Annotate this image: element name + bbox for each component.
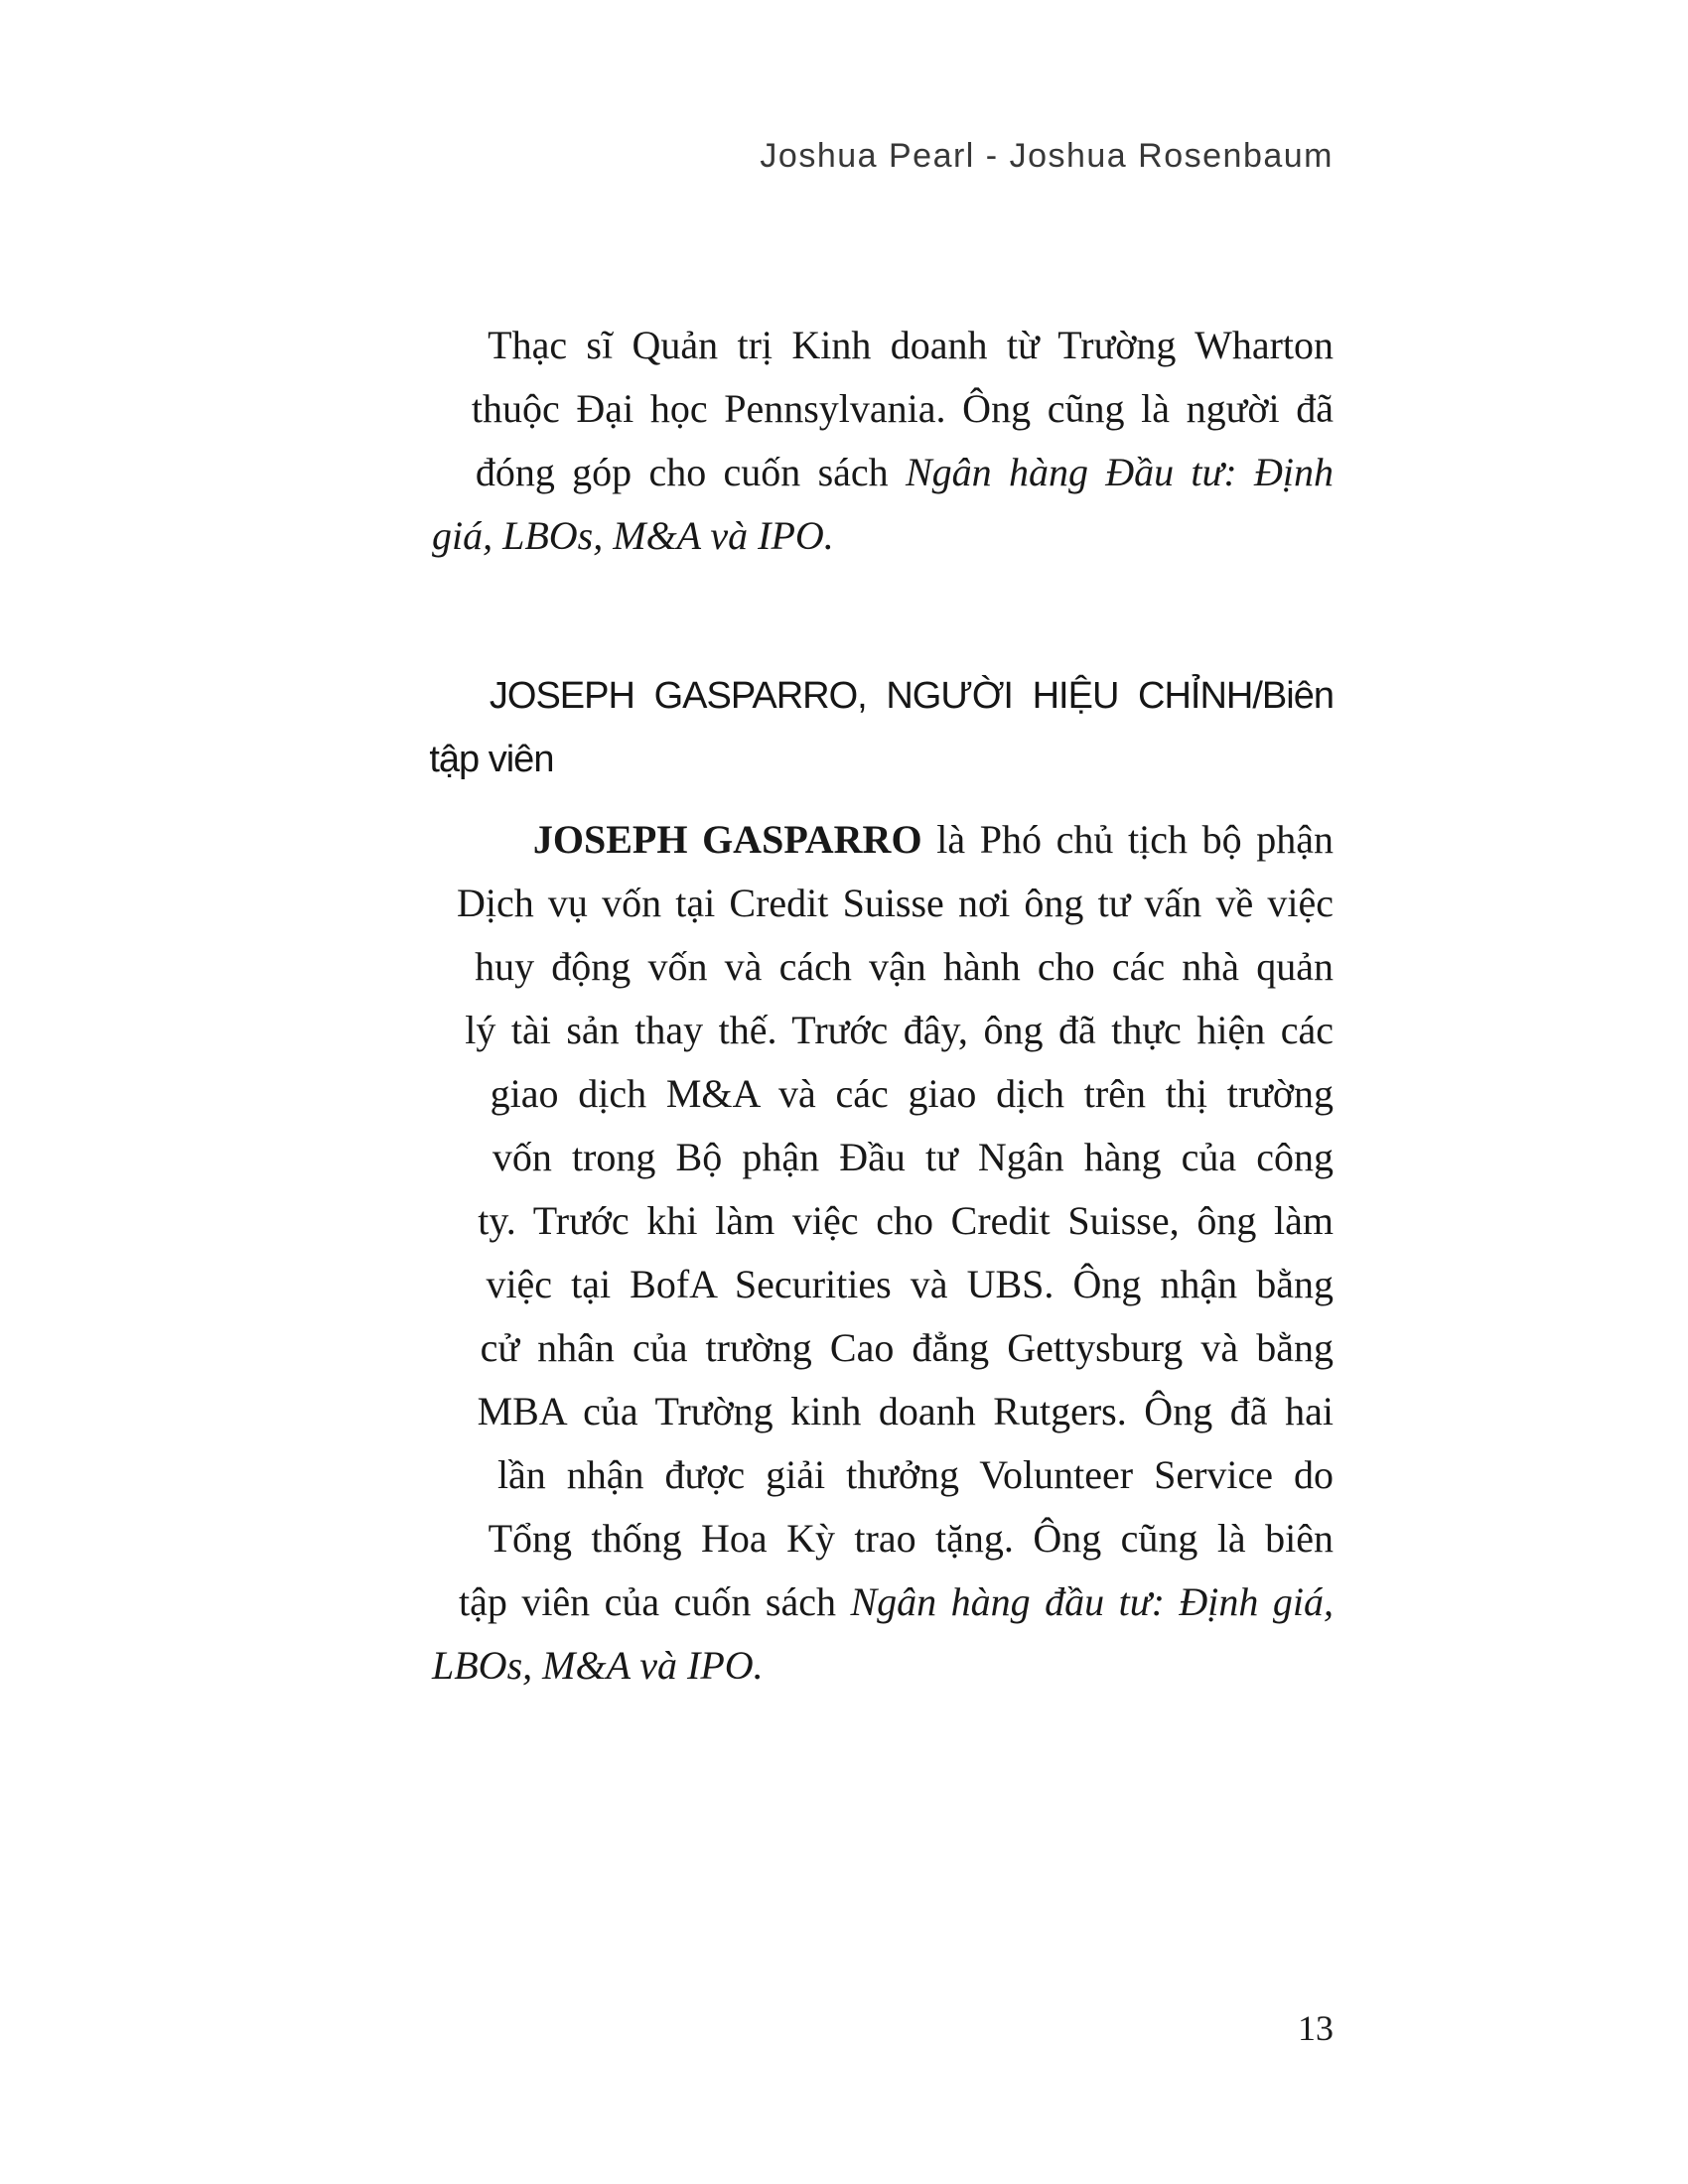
text-line <box>372 250 1335 367</box>
text-segment: thuộc Đại học Pennsylvania. Ông cũng là người đã <box>471 386 1334 431</box>
text-segment: lần nhận được giải thưởng Volunteer Service do <box>496 1452 1334 1497</box>
text-segment: lý tài sản thay thế. Trước đây, ông đã thực hiện các <box>465 1008 1335 1052</box>
paragraph-bio-rosenbaum <box>372 250 1335 558</box>
book-title-segment: LBOs, M&A và IPO. <box>432 1643 764 1688</box>
text-segment: MBA của Trường kinh doanh Rutgers. Ông đã hai <box>477 1389 1335 1433</box>
text-segment: giao dịch M&A và các giao dịch trên thị trường <box>490 1071 1334 1116</box>
book-title-segment: giá, LBOs, M&A và IPO. <box>432 513 834 558</box>
heading-segment: tập viên <box>429 739 554 780</box>
heading-segment: JOSEPH GASPARRO, NGƯỜI HIỆU CHỈNH/Biên <box>489 675 1334 717</box>
page-number: 13 <box>1298 2008 1334 2048</box>
person-name-segment: JOSEPH GASPARRO <box>532 817 922 862</box>
book-title-segment: Ngân hàng Đầu tư: Định <box>905 450 1334 494</box>
text-segment: Thạc sĩ Quản trị Kinh doanh từ Trường Wharton <box>488 323 1335 367</box>
text-segment: Dịch vụ vốn tại Credit Suisse nơi ông tư vấn về việc <box>457 881 1335 925</box>
text-line <box>372 745 1335 862</box>
text-segment: việc tại BofA Securities và UBS. Ông nhận bằng <box>486 1262 1334 1306</box>
book-title-segment: Ngân hàng đầu tư: Định giá, <box>850 1579 1334 1624</box>
text-segment: cử nhân của trường Cao đẳng Gettysburg và bằng <box>480 1325 1334 1370</box>
text-segment: Tổng thống Hoa Kỳ trao tặng. Ông cũng là biên <box>488 1516 1334 1561</box>
section-heading-gasparro <box>372 601 1334 780</box>
text-segment: huy động vốn và cách vận hành cho các nhà quản <box>475 944 1335 989</box>
text-segment: ty. Trước khi làm việc cho Credit Suisse, ông làm <box>478 1198 1335 1243</box>
heading-line <box>372 601 1334 717</box>
text-segment: vốn trong Bộ phận Đầu tư Ngân hàng của công <box>492 1135 1334 1179</box>
text-segment: đóng góp cho cuốn sách <box>475 450 906 494</box>
text-segment: là Phó chủ tịch bộ phận <box>921 817 1335 862</box>
paragraph-bio-gasparro <box>372 745 1335 1688</box>
running-header: Joshua Pearl - Joshua Rosenbaum <box>760 137 1334 175</box>
text-segment: tập viên của cuốn sách <box>458 1579 851 1624</box>
